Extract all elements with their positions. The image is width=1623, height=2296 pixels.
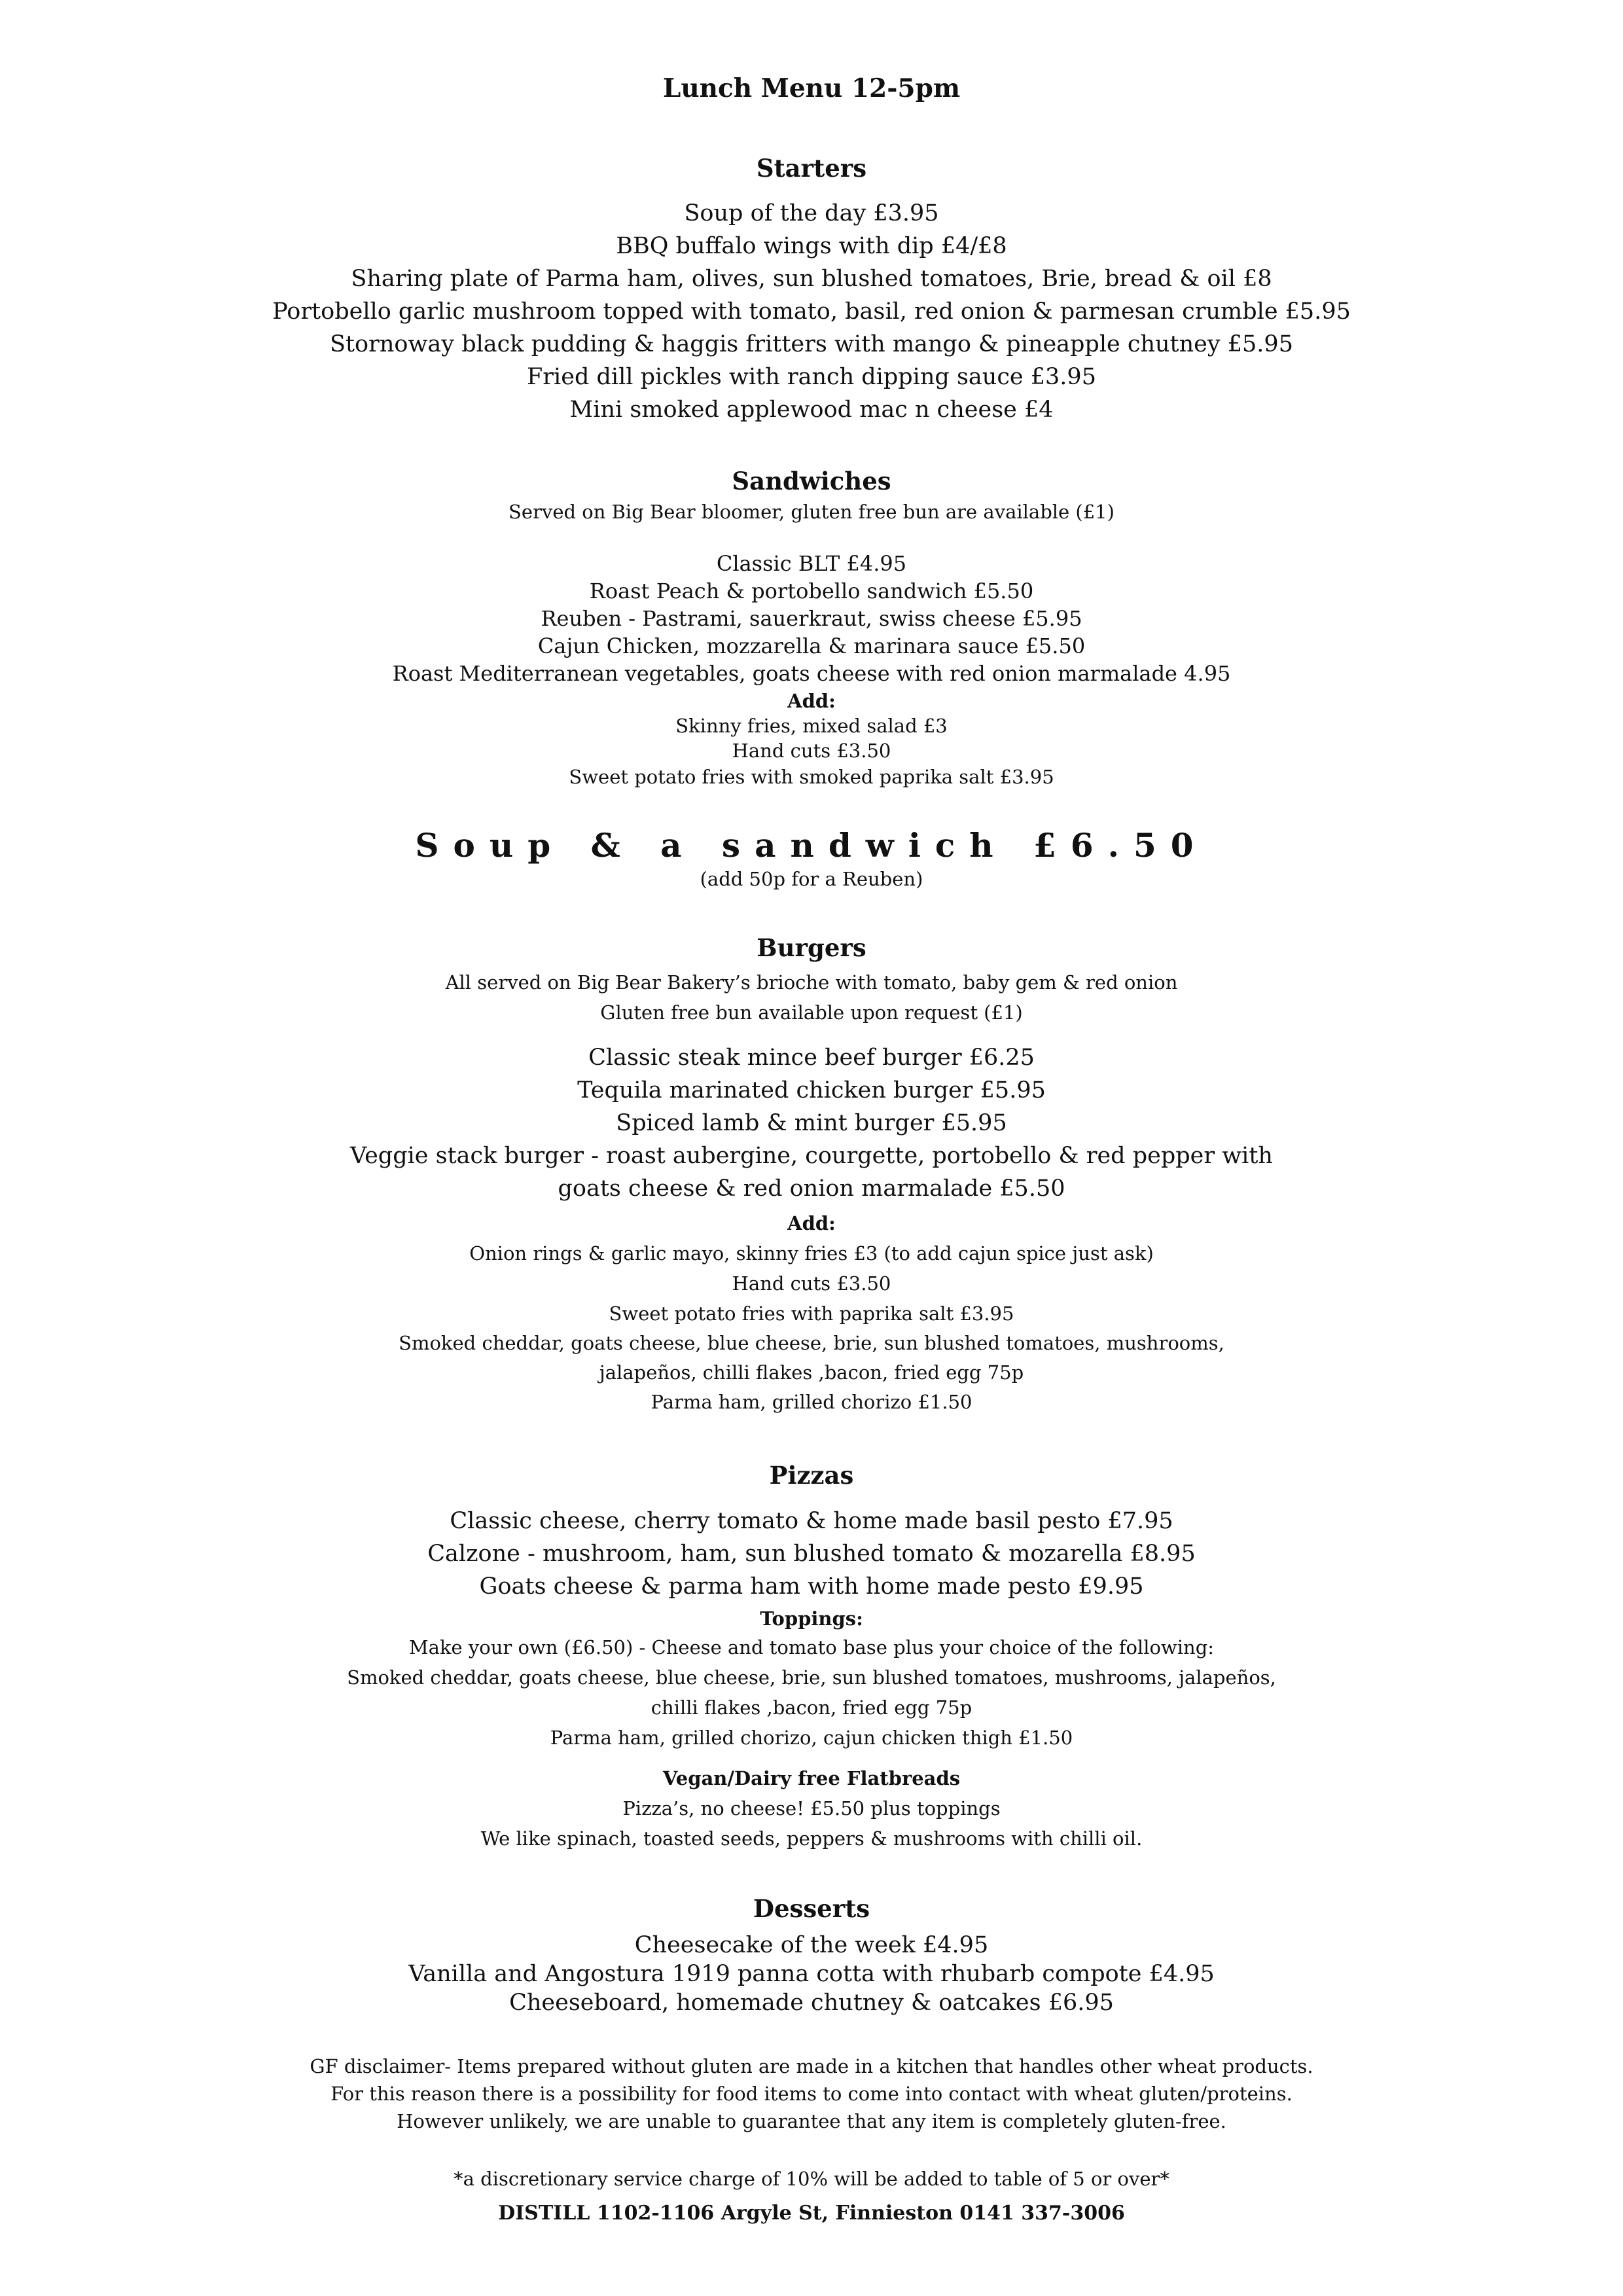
dessert-item: Vanilla and Angostura 1919 panna cotta with rhubarb compote £4.95 [408, 1961, 1215, 1987]
burger-item: Tequila marinated chicken burger £5.95 [577, 1077, 1046, 1103]
burger-item: Classic steak mince beef burger £6.25 [588, 1045, 1035, 1071]
gf-disclaimer-line: GF disclaimer- Items prepared without gluten are made in a kitchen that handles other wheat products. [310, 2055, 1313, 2077]
sandwich-add-item: Sweet potato fries with smoked paprika salt £3.95 [569, 766, 1054, 788]
sandwich-add-item: Skinny fries, mixed salad £3 [675, 715, 948, 737]
desserts-heading: Desserts [753, 1894, 870, 1923]
dessert-item: Cheesecake of the week £4.95 [634, 1932, 989, 1958]
burger-add-item: Parma ham, grilled chorizo £1.50 [651, 1391, 972, 1413]
gf-disclaimer-line: However unlikely, we are unable to guarantee that any item is completely gluten-free. [397, 2110, 1226, 2132]
venue-address: DISTILL 1102-1106 Argyle St, Finnieston 0141 337-3006 [498, 2202, 1125, 2225]
burger-add-item: jalapeños, chilli flakes ,bacon, fried egg 75p [599, 1361, 1024, 1384]
pizza-toppings-line: chilli flakes ,bacon, fried egg 75p [651, 1696, 972, 1719]
burgers-subtitle: All served on Big Bear Bakery’s brioche with tomato, baby gem & red onion [445, 971, 1178, 994]
sandwiches-subtitle: Served on Big Bear bloomer, gluten free bun are available (£1) [508, 501, 1115, 523]
sandwich-item: Classic BLT £4.95 [716, 551, 907, 576]
pizza-item: Calzone - mushroom, ham, sun blushed tomato & mozarella £8.95 [427, 1541, 1196, 1567]
vegan-flatbreads-line: We like spinach, toasted seeds, peppers & mushrooms with chilli oil. [480, 1827, 1143, 1850]
burger-item: Veggie stack burger - roast aubergine, courgette, portobello & red pepper with [350, 1143, 1273, 1169]
burger-add-item: Onion rings & garlic mayo, skinny fries £3 (to add cajun spice just ask) [469, 1242, 1154, 1265]
menu-title: Lunch Menu 12-5pm [662, 73, 961, 103]
sandwiches-add-label: Add: [787, 690, 836, 712]
burger-add-item: Smoked cheddar, goats cheese, blue cheese, brie, sun blushed tomatoes, mushrooms, [399, 1332, 1224, 1354]
sandwich-item: Roast Peach & portobello sandwich £5.50 [589, 579, 1034, 603]
service-charge-note: *a discretionary service charge of 10% will be added to table of 5 or over* [454, 2168, 1169, 2190]
pizza-item: Goats cheese & parma ham with home made pesto £9.95 [479, 1573, 1144, 1600]
pizza-toppings-line: Make your own (£6.50) - Cheese and tomato base plus your choice of the following: [408, 1636, 1215, 1659]
pizzas-heading: Pizzas [769, 1461, 854, 1490]
starter-item: BBQ buffalo wings with dip £4/£8 [616, 233, 1007, 259]
vegan-flatbreads-line: Pizza’s, no cheese! £5.50 plus toppings [622, 1797, 1001, 1820]
starter-item: Stornoway black pudding & haggis fritters with mango & pineapple chutney £5.95 [330, 331, 1293, 357]
sandwiches-heading: Sandwiches [732, 467, 891, 495]
burger-item: Spiced lamb & mint burger £5.95 [616, 1110, 1007, 1136]
dessert-item: Cheeseboard, homemade chutney & oatcakes £6.95 [509, 1990, 1114, 2016]
deal-note: (add 50p for a Reuben) [700, 868, 923, 890]
burgers-heading: Burgers [757, 933, 866, 962]
burgers-subtitle: Gluten free bun available upon request (£1) [600, 1001, 1023, 1024]
burger-item: goats cheese & red onion marmalade £5.50 [558, 1175, 1065, 1202]
sandwich-item: Cajun Chicken, mozzarella & marinara sauce £5.50 [537, 634, 1086, 658]
burger-add-item: Sweet potato fries with paprika salt £3.95 [609, 1302, 1014, 1325]
starter-item: Mini smoked applewood mac n cheese £4 [569, 397, 1054, 423]
sandwich-item: Roast Mediterranean vegetables, goats cheese with red onion marmalade 4.95 [392, 661, 1231, 686]
pizza-item: Classic cheese, cherry tomato & home made basil pesto £7.95 [450, 1508, 1173, 1534]
pizza-toppings-line: Smoked cheddar, goats cheese, blue cheese, brie, sun blushed tomatoes, mushrooms, jalapeños, [347, 1666, 1276, 1689]
starter-item: Sharing plate of Parma ham, olives, sun blushed tomatoes, Brie, bread & oil £8 [351, 266, 1272, 292]
pizzas-toppings-label: Toppings: [760, 1607, 863, 1630]
starters-heading: Starters [756, 154, 867, 183]
sandwich-add-item: Hand cuts £3.50 [732, 740, 891, 762]
starter-item: Soup of the day £3.95 [684, 200, 939, 226]
burger-add-item: Hand cuts £3.50 [732, 1272, 891, 1295]
burgers-add-label: Add: [787, 1212, 836, 1234]
sandwich-item: Reuben - Pastrami, sauerkraut, swiss cheese £5.95 [541, 606, 1082, 631]
starter-item: Fried dill pickles with ranch dipping sauce £3.95 [527, 364, 1096, 390]
pizza-toppings-line: Parma ham, grilled chorizo, cajun chicken thigh £1.50 [550, 1727, 1073, 1749]
starter-item: Portobello garlic mushroom topped with tomato, basil, red onion & parmesan crumble £5.95 [272, 298, 1351, 325]
gf-disclaimer-line: For this reason there is a possibility for food items to come into contact with wheat gluten/proteins. [330, 2083, 1293, 2105]
soup-sandwich-deal: Soup & a sandwich £6.50 [415, 826, 1208, 865]
vegan-flatbreads-label: Vegan/Dairy free Flatbreads [662, 1767, 961, 1789]
